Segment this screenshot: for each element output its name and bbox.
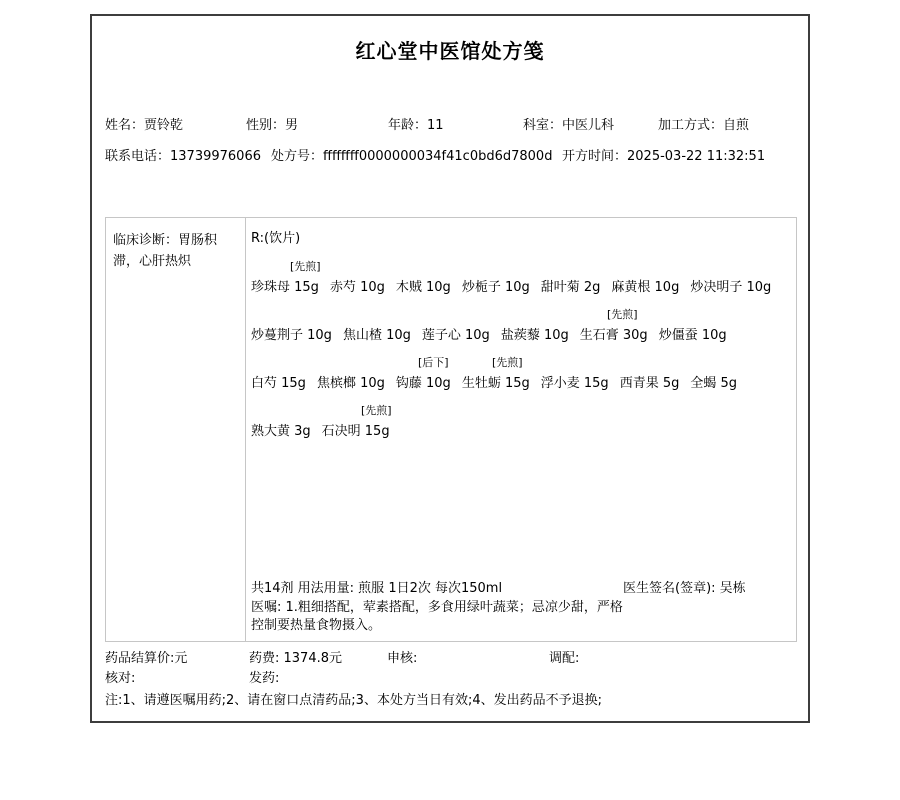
herb-lines bbox=[251, 259, 786, 441]
rx-cell bbox=[246, 218, 796, 641]
patient-field-value: ffffffff0000000034f41c0bd6d7800d bbox=[323, 149, 553, 164]
footer-row-1 bbox=[92, 650, 808, 668]
page-title: 红心堂中医馆处方笺 bbox=[355, 39, 545, 63]
patient-field-value: 11 bbox=[427, 118, 444, 133]
herb-item: 盐蒺藜 10g bbox=[500, 328, 569, 343]
herb-item: 石决明 15g bbox=[321, 424, 390, 439]
herb-item: 炒蔓荆子 10g bbox=[251, 328, 332, 343]
dosage-info: 共14剂 用法用量: 煎服 1日2次 每次150ml bbox=[251, 581, 503, 596]
herb-item: 赤芍 10g bbox=[329, 280, 385, 295]
patient-field-label: 科室： bbox=[523, 118, 563, 133]
rx-summary-row bbox=[251, 580, 788, 598]
herb-item: 钩藤 10g bbox=[395, 376, 451, 391]
herb-line bbox=[251, 422, 786, 441]
footer-field: 调配: bbox=[549, 651, 580, 666]
patient-info-row1 bbox=[92, 117, 808, 135]
patient-field-label: 年龄： bbox=[388, 118, 428, 133]
herb-line bbox=[251, 326, 786, 345]
patient-info-row2 bbox=[92, 148, 808, 166]
patient-field bbox=[246, 117, 298, 135]
footer-note: 注:1、请遵医嘱用药;2、请在窗口点清药品;3、本处方当日有效;4、发出药品不予退换; bbox=[105, 693, 602, 708]
patient-field-label: 姓名： bbox=[105, 118, 145, 133]
herb-item: 熟大黄 3g bbox=[251, 424, 311, 439]
herb-item: 焦槟榔 10g bbox=[316, 376, 385, 391]
patient-field-label: 开方时间： bbox=[562, 149, 628, 164]
herb-line bbox=[251, 374, 786, 393]
herb-line bbox=[251, 278, 786, 297]
herb-item: 焦山楂 10g bbox=[342, 328, 411, 343]
patient-field-label: 处方号： bbox=[271, 149, 324, 164]
decoction-annotation: [后下] bbox=[418, 356, 449, 369]
herb-item: 珍珠母 15g bbox=[251, 280, 319, 295]
footer-field: 核对: bbox=[105, 671, 136, 686]
patient-field bbox=[523, 117, 614, 135]
herb-item: 生牡蛎 15g bbox=[461, 376, 530, 391]
diagnosis-cell bbox=[106, 218, 246, 641]
herb-item: 木贼 10g bbox=[395, 280, 451, 295]
herb-item: 炒栀子 10g bbox=[461, 280, 530, 295]
patient-field-value: 中医儿科 bbox=[562, 118, 615, 133]
patient-field bbox=[105, 148, 261, 166]
herb-item: 麻黄根 10g bbox=[611, 280, 680, 295]
patient-field bbox=[105, 117, 183, 135]
herb-item: 炒僵蚕 10g bbox=[658, 328, 727, 343]
decoction-annotation: [先煎] bbox=[492, 356, 523, 369]
decoction-annotation-row bbox=[251, 259, 786, 274]
medical-advice: 医嘱: 1.粗细搭配，荤素搭配，多食用绿叶蔬菜；忌凉少甜，严格控制要热量食物摄入。 bbox=[251, 600, 623, 633]
rx-bottom-block bbox=[251, 580, 788, 635]
footer-field: 药费: 1374.8元 bbox=[249, 651, 342, 666]
prescription-sheet bbox=[90, 14, 810, 723]
rx-header: R:(饮片) bbox=[251, 231, 301, 246]
prescription-box bbox=[105, 217, 797, 642]
diagnosis-label: 临床诊断： bbox=[113, 233, 179, 248]
patient-field-label: 加工方式： bbox=[658, 118, 724, 133]
patient-field bbox=[271, 148, 552, 166]
patient-field-value: 贾铃乾 bbox=[144, 118, 184, 133]
herb-item: 全蝎 5g bbox=[690, 376, 737, 391]
footer-field: 发药: bbox=[249, 671, 280, 686]
footer-field: 申核: bbox=[387, 651, 418, 666]
footer-note-row bbox=[92, 692, 808, 710]
patient-field-value: 男 bbox=[285, 118, 299, 133]
doctor-signature: 医生签名(签章): 吴栋 bbox=[623, 581, 746, 596]
patient-field-value: 13739976066 bbox=[170, 149, 261, 164]
decoction-annotation-row bbox=[251, 403, 786, 418]
footer-field: 药品结算价:元 bbox=[105, 651, 188, 666]
herb-item: 生石膏 30g bbox=[579, 328, 648, 343]
decoction-annotation: [先煎] bbox=[290, 260, 321, 273]
herb-item: 甜叶菊 2g bbox=[540, 280, 601, 295]
patient-field-value: 自煎 bbox=[723, 118, 750, 133]
herb-item: 西青果 5g bbox=[619, 376, 680, 391]
patient-field bbox=[658, 117, 749, 135]
herb-item: 炒决明子 10g bbox=[690, 280, 772, 295]
decoction-annotation: [先煎] bbox=[361, 404, 392, 417]
herb-item: 白芍 15g bbox=[251, 376, 306, 391]
patient-field-label: 性别： bbox=[246, 118, 286, 133]
patient-field bbox=[388, 117, 444, 135]
herb-item: 莲子心 10g bbox=[421, 328, 490, 343]
patient-field-label: 联系电话： bbox=[105, 149, 171, 164]
decoction-annotation: [先煎] bbox=[607, 308, 638, 321]
decoction-annotation-row bbox=[251, 355, 786, 370]
herb-item: 浮小麦 15g bbox=[540, 376, 609, 391]
footer-row-2 bbox=[92, 670, 808, 688]
diagnosis-value: 胃肠积滞，心肝热炽 bbox=[113, 233, 218, 269]
patient-field-value: 2025-03-22 11:32:51 bbox=[627, 149, 766, 164]
decoction-annotation-row bbox=[251, 307, 786, 322]
patient-field bbox=[562, 148, 765, 166]
